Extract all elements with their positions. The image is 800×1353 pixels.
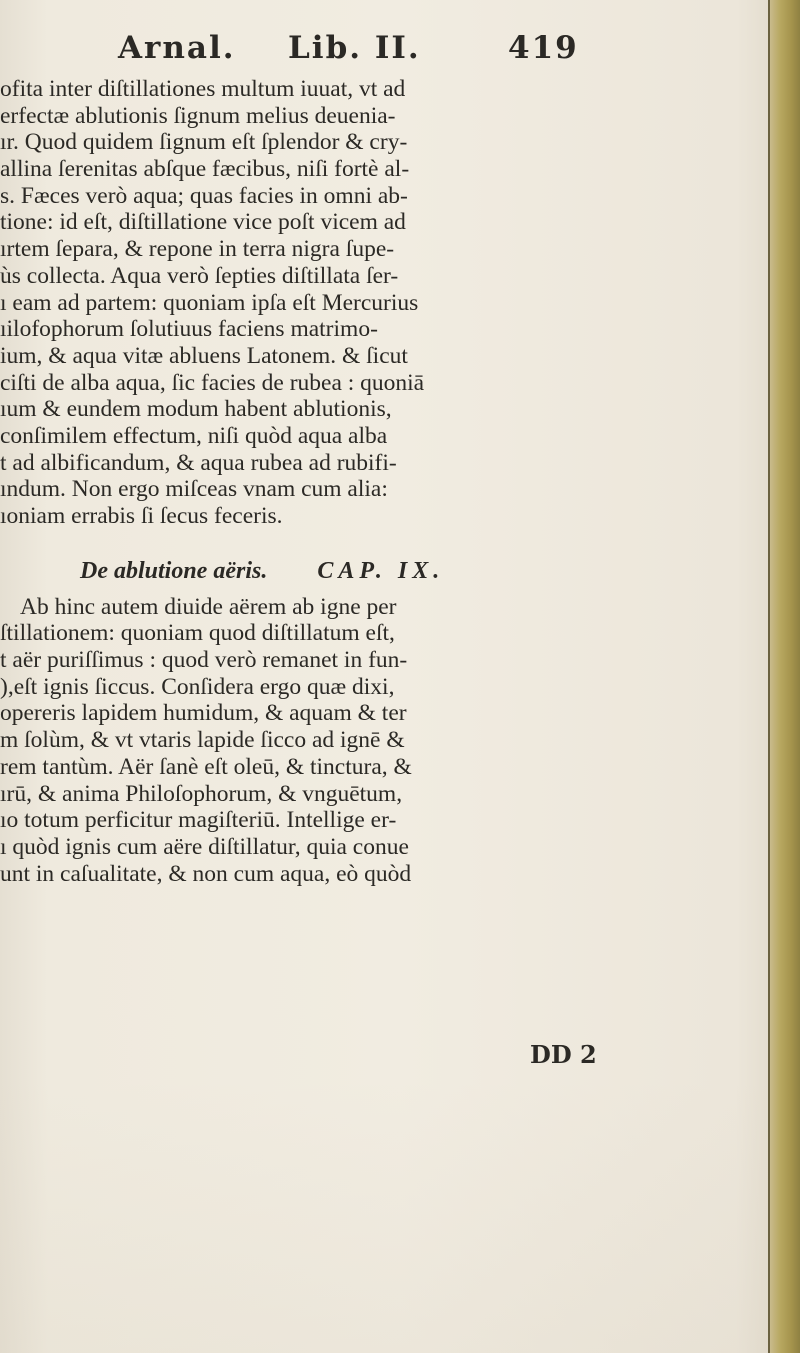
- text-line: ſtillationem: quoniam quod diſtillatum eſt,: [0, 620, 395, 647]
- chapter-heading: [0, 548, 640, 594]
- text-line: opereris lapidem humidum, & aquam & ter: [0, 700, 407, 727]
- body-text: [0, 76, 640, 887]
- text-line: unt in caſualitate, & non cum aqua, eò quòd: [0, 860, 412, 887]
- text-line: ciſti de alba aqua, ſic facies de rubea : quoniā: [0, 369, 425, 396]
- text-line: Ab hinc autem diuide aërem ab igne per: [20, 593, 397, 620]
- text-line: ı quòd ignis cum aëre diſtillatur, quia conue: [0, 833, 409, 860]
- text-line: rem tantùm. Aër ſanè eſt oleū, & tinctura, &: [0, 753, 412, 780]
- text-line: ıilofophorum ſolutiuus faciens matrimo-: [0, 316, 378, 343]
- text-line: ındum. Non ergo miſceas vnam cum alia:: [0, 476, 388, 503]
- blank-margin: [0, 1080, 770, 1353]
- page-number: 419: [508, 30, 579, 66]
- signature-mark: DD 2: [530, 1040, 597, 1069]
- text-line: s. Fæces verò aqua; quas facies in omni ab-: [0, 182, 408, 209]
- text-line: ırū, & anima Philoſophorum, & vnguētum,: [0, 780, 403, 807]
- text-line: conſimilem effectum, niſi quòd aqua alba: [0, 422, 388, 449]
- text-line: allina ſerenitas abſque fæcibus, niſi fortè al-: [0, 156, 410, 183]
- text-line: t ad albificandum, & aqua rubea ad rubifi-: [0, 449, 397, 476]
- chapter-title: De ablutione aëris.: [80, 557, 268, 584]
- text-line: ofita inter diſtillationes multum iuuat, vt ad: [0, 76, 406, 102]
- binding-gutter: [770, 0, 800, 1353]
- chapter-number: CAP. IX.: [317, 557, 445, 584]
- text-line: t aër puriſſimus : quod verò remanet in fun-: [0, 647, 408, 674]
- text-line: ıoniam errabis ſi ſecus feceris.: [0, 503, 283, 529]
- text-line: ùs collecta. Aqua verò ſepties diſtillata ſer-: [0, 262, 399, 289]
- text-line: ırtem ſepara, & repone in terra nigra ſupe-: [0, 236, 395, 263]
- text-line: ı eam ad partem: quoniam ipſa eſt Mercurius: [0, 289, 419, 316]
- text-line: ),eſt ignis ſiccus. Conſidera ergo quæ dixi,: [0, 673, 395, 700]
- text-line: erfectæ ablutionis ſignum melius deuenia-: [0, 102, 396, 129]
- book-number: Lib. II.: [288, 30, 421, 66]
- text-line: ıum & eundem modum habent ablutionis,: [0, 396, 392, 423]
- text-line: m ſolùm, & vt vtaris lapide ſicco ad ignē &: [0, 727, 405, 754]
- text-line: ium, & aqua vitæ abluens Latonem. & ſicut: [0, 342, 408, 369]
- text-line: ır. Quod quidem ſignum eſt ſplendor & cry-: [0, 129, 408, 156]
- text-line: ıo totum perficitur magiſteriū. Intellige er-: [0, 807, 397, 834]
- text-line: tione: id eſt, diſtillatione vice poſt vicem ad: [0, 209, 406, 236]
- running-title: Arnal.: [118, 30, 236, 66]
- running-header: [118, 30, 638, 70]
